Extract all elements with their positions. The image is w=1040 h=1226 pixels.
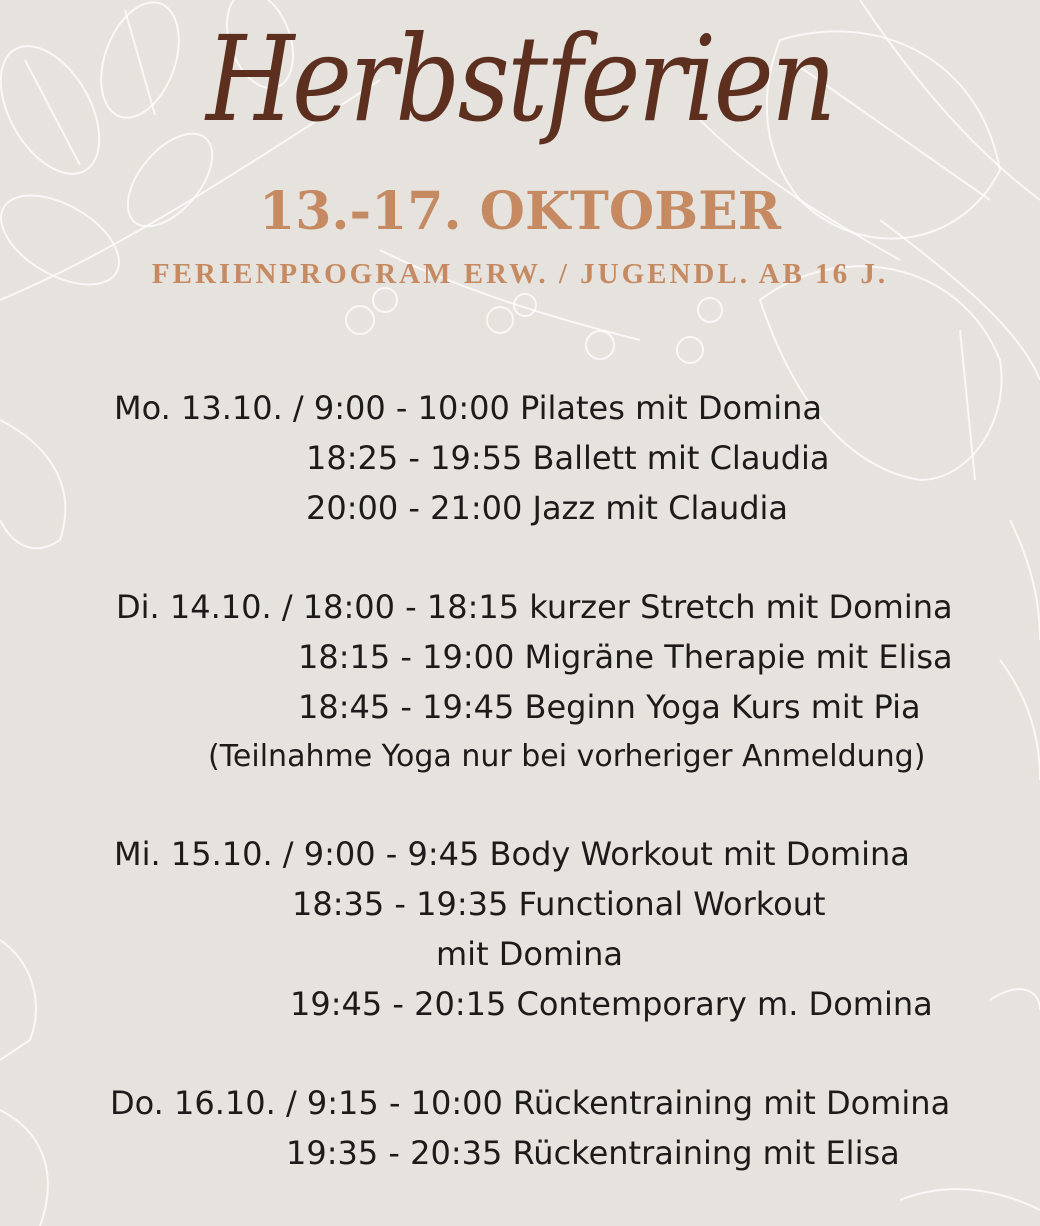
schedule-tuesday-line-1: Di. 14.10. / 18:00 - 18:15 kurzer Stretch mit Domina: [116, 588, 953, 626]
schedule-wednesday-line-4: 19:45 - 20:15 Contemporary m. Domina: [290, 985, 933, 1023]
schedule-tuesday-line-3: 18:45 - 19:45 Beginn Yoga Kurs mit Pia: [298, 688, 921, 726]
schedule-thursday-line-2: 19:35 - 20:35 Rückentraining mit Elisa: [286, 1134, 900, 1172]
schedule-thursday-line-1: Do. 16.10. / 9:15 - 10:00 Rückentraining mit Domina: [110, 1084, 951, 1122]
schedule-monday-line-1: Mo. 13.10. / 9:00 - 10:00 Pilates mit Domina: [114, 389, 823, 427]
program-subtitle: FERIENPROGRAM ERW. / JUGENDL. AB 16 J.: [151, 258, 889, 290]
schedule-tuesday-line-2: 18:15 - 19:00 Migräne Therapie mit Elisa: [298, 638, 953, 676]
schedule-monday-line-3: 20:00 - 21:00 Jazz mit Claudia: [306, 489, 789, 527]
schedule-wednesday-line-3: mit Domina: [436, 935, 623, 973]
poster-title: Herbstferien: [206, 10, 834, 148]
schedule-monday-line-2: 18:25 - 19:55 Ballett mit Claudia: [306, 439, 830, 477]
yoga-registration-note: (Teilnahme Yoga nur bei vorheriger Anmeldung): [208, 739, 926, 774]
schedule-wednesday-line-2: 18:35 - 19:35 Functional Workout: [292, 885, 826, 923]
schedule-wednesday-line-1: Mi. 15.10. / 9:00 - 9:45 Body Workout mit Domina: [114, 835, 910, 873]
date-range: 13.-17. OKTOBER: [259, 181, 781, 242]
